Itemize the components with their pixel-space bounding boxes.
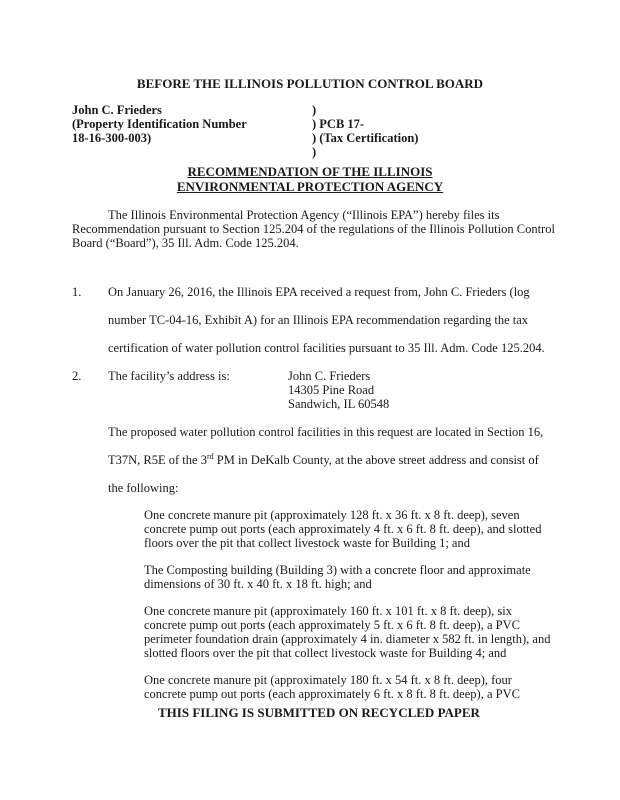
caption-paren-4: ) bbox=[312, 145, 317, 159]
pin-number: 18-16-300-003) bbox=[72, 131, 152, 145]
proposed-line: the following: bbox=[108, 481, 179, 495]
facility-line: dimensions of 30 ft. x 40 ft. x 18 ft. high; and bbox=[144, 577, 372, 591]
item-number: 1. bbox=[72, 285, 82, 299]
address-line: John C. Frieders bbox=[288, 369, 371, 383]
intro-line: The Illinois Environmental Protection Agency (“Illinois EPA”) hereby files its bbox=[108, 208, 500, 222]
doc-title-line-2: ENVIRONMENTAL PROTECTION AGENCY bbox=[176, 179, 444, 194]
facility-line: concrete pump out ports (each approximately 5 ft. x 6 ft. 8 ft. deep), a PVC bbox=[144, 618, 520, 632]
item-line: number TC-04-16, Exhibit A) for an Illinois EPA recommendation regarding the tax bbox=[108, 313, 529, 327]
facility-line: One concrete manure pit (approximately 180 ft. x 54 ft. x 8 ft. deep), four bbox=[144, 673, 512, 687]
facility-line: One concrete manure pit (approximately 160 ft. x 101 ft. x 8 ft. deep), six bbox=[144, 604, 512, 618]
facility-line: concrete pump out ports (each approximately 6 ft. x 8 ft. 8 ft. deep), a PVC bbox=[144, 687, 520, 701]
board-title: BEFORE THE ILLINOIS POLLUTION CONTROL BOARD bbox=[136, 76, 484, 91]
recycled-paper-footer: THIS FILING IS SUBMITTED ON RECYCLED PAPER bbox=[158, 705, 480, 720]
doc-title-line-1: RECOMMENDATION OF THE ILLINOIS bbox=[187, 164, 433, 179]
ordinal-suffix: rd bbox=[206, 451, 214, 461]
item-number: 2. bbox=[72, 369, 82, 383]
address-line: Sandwich, IL 60548 bbox=[288, 397, 390, 411]
case-number: ) PCB 17- bbox=[312, 117, 365, 131]
proposed-line: T37N, R5E of the 3rd PM in DeKalb County, at the above street address and consist of bbox=[108, 451, 539, 467]
facility-line: slotted floors over the pit that collect livestock waste for Building 4; and bbox=[144, 646, 507, 660]
facility-line: perimeter foundation drain (approximately 4 in. diameter x 582 ft. in length), and bbox=[144, 632, 551, 646]
case-type: ) (Tax Certification) bbox=[312, 131, 419, 145]
item-line: On January 26, 2016, the Illinois EPA received a request from, John C. Frieders (log bbox=[108, 285, 530, 299]
address-line: 14305 Pine Road bbox=[288, 383, 375, 397]
address-label: The facility’s address is: bbox=[108, 369, 230, 383]
item-line: certification of water pollution control facilities pursuant to 35 Ill. Adm. Code 125.204. bbox=[108, 341, 545, 355]
party-name: John C. Frieders bbox=[72, 103, 162, 117]
intro-line: Recommendation pursuant to Section 125.204 of the regulations of the Illinois Pollution Control bbox=[72, 222, 555, 236]
facility-line: One concrete manure pit (approximately 128 ft. x 36 ft. x 8 ft. deep), seven bbox=[144, 508, 520, 522]
proposed-line: The proposed water pollution control facilities in this request are located in Section 16, bbox=[108, 425, 544, 439]
caption-paren-1: ) bbox=[312, 103, 317, 117]
intro-line: Board (“Board”), 35 Ill. Adm. Code 125.204. bbox=[72, 236, 299, 250]
facility-line: floors over the pit that collect livestock waste for Building 1; and bbox=[144, 536, 470, 550]
pin-label: (Property Identification Number bbox=[72, 117, 247, 131]
facility-line: concrete pump out ports (each approximately 4 ft. x 6 ft. 8 ft. deep), and slotted bbox=[144, 522, 542, 536]
facility-line: The Composting building (Building 3) with a concrete floor and approximate bbox=[144, 563, 531, 577]
